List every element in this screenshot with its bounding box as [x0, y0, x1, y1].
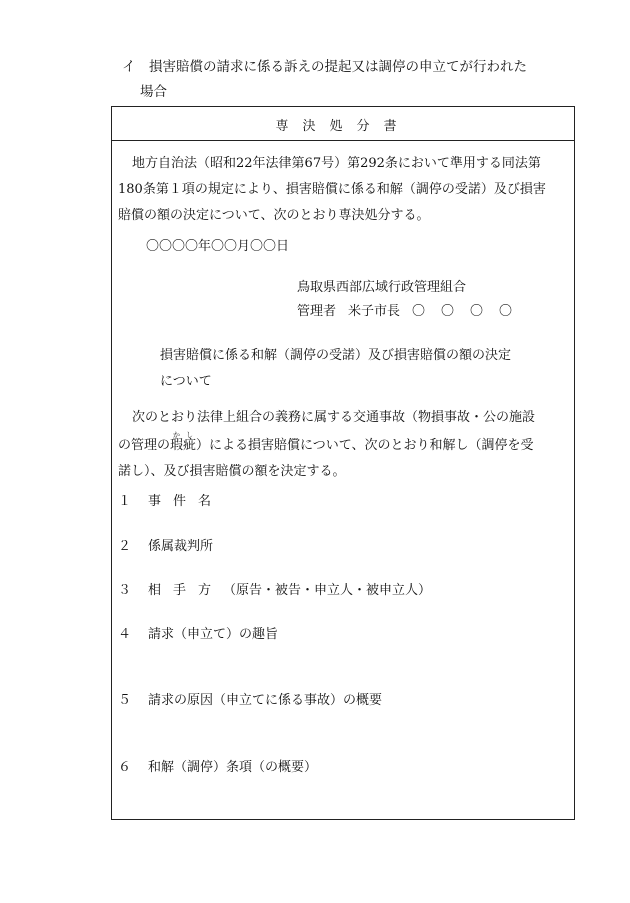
administrator-title: 米子市長: [348, 304, 401, 319]
document-frame: [111, 106, 575, 820]
paragraph-line: の管理の瑕疵かし）による損害賠償について、次のとおり和解し（調停を受: [118, 431, 534, 453]
subject-heading: [160, 343, 560, 395]
section-heading-line-2: 場合: [140, 84, 167, 100]
subject-line: について: [160, 374, 212, 389]
item-number: ２: [118, 539, 132, 554]
ruby-annotation: 瑕疵かし: [170, 431, 197, 453]
paragraph-line: 賠償の額の決定について、次のとおり専決処分する。: [118, 208, 430, 223]
paragraph-line: 諾し）、及び損害賠償の額を決定する。: [118, 464, 346, 479]
item-counterparty: [118, 580, 431, 602]
item-label: 事件名: [148, 494, 224, 509]
item-label: 係属裁判所: [148, 539, 214, 554]
item-number: １: [118, 494, 132, 509]
organization-name: 鳥取県西部広域行政管理組合: [297, 280, 467, 295]
disposition-date: 〇〇〇〇年〇〇月〇〇日: [146, 239, 290, 254]
section-heading: [122, 55, 602, 105]
item-court: [118, 536, 213, 558]
item-label: 請求（申立て）の趣旨: [148, 627, 279, 642]
item-label: 相手方: [148, 583, 224, 598]
administrator-name: 〇〇〇〇: [412, 304, 529, 319]
paragraph-line: 地方自治法（昭和22年法律第67号）第292条において準用する同法第: [132, 156, 541, 171]
item-claim-purpose: [118, 624, 278, 646]
item-claim-cause: [118, 690, 382, 712]
item-number: ３: [118, 583, 132, 598]
item-label: 請求の原因（申立てに係る事故）の概要: [148, 693, 383, 708]
item-number: ６: [118, 760, 132, 775]
section-heading-line-1: イ 損害賠償の請求に係る訴えの提起又は調停の申立てが行われた: [122, 59, 527, 75]
item-number: ４: [118, 627, 132, 642]
subject-line: 損害賠償に係る和解（調停の受諾）及び損害賠償の額の決定: [160, 348, 512, 363]
document-title: 専決処分書: [275, 119, 411, 134]
paragraph-line: 次のとおり法律上組合の義務に属する交通事故（物損事故・公の施設: [132, 410, 536, 425]
legal-basis-paragraph: [118, 151, 570, 229]
administrator-label: 管理者: [297, 304, 337, 319]
paragraph-line: 180条第１項の規定により、損害賠償に係る和解（調停の受諾）及び損害: [118, 182, 546, 197]
item-label: 和解（調停）条項（の概要）: [148, 760, 318, 775]
administrator-line: [297, 299, 528, 325]
disposition-paragraph: [118, 405, 570, 485]
title-divider: [112, 140, 574, 141]
item-settlement-terms: [118, 757, 317, 779]
item-case-name: [118, 491, 223, 513]
item-note: （原告・被告・申立人・被申立人）: [223, 583, 432, 598]
item-number: ５: [118, 693, 132, 708]
